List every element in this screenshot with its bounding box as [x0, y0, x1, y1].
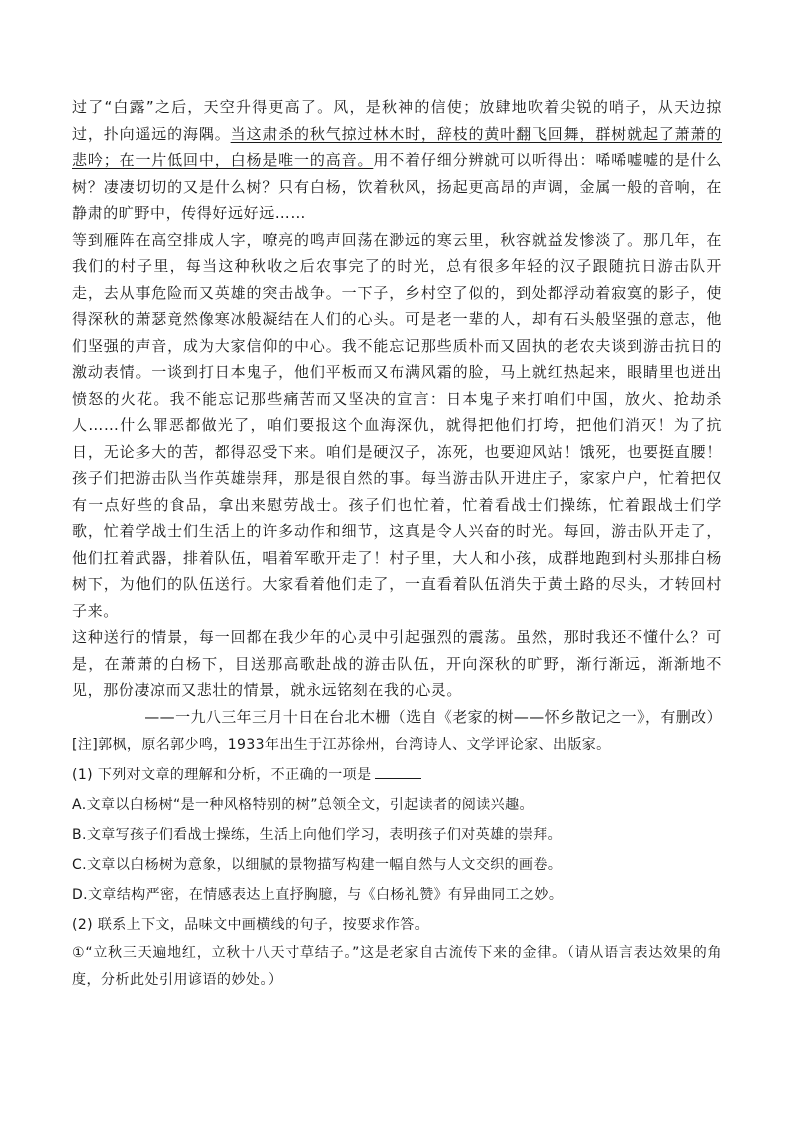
question-2-sub-1: ①“立秋三天遍地红，立秋十八天寸草结子。”这是老家自古流传下来的金律。（请从语言表达效果的角度，分析此处引用谚语的妙处。） [72, 945, 722, 988]
question-1-option-c: C.文章以白杨树为意象，以细腻的景物描写构建一幅自然与人文交织的画卷。 [72, 857, 563, 873]
question-1-option-a: A.文章以白杨树“是一种风格特别的树”总领全文，引起读者的阅读兴趣。 [72, 797, 534, 813]
question-1-stem [72, 760, 722, 790]
article-paragraph-2: 等到雁阵在高空排成人字，嘹亮的鸣声回荡在渺远的寒云里，秋容就益发惨淡了。那几年，在我们的村子里，每当这种秋收之后农事完了的时光，总有很多年轻的汉子跟随抗日游击队开走，去从事危险而又英雄的突击战争。一下子，乡村空了似的，到处都浮动着寂寞的影子，使得深秋的萧瑟竟然像寒冰般凝结在人们的心头。可是老一辈的人，却有石头般坚强的意志，他们坚强的声音，成为大家信仰的中心。我不能忘记那些质朴而又固执的老农夫谈到游击抗日的激动表情。一谈到打日本鬼子，他们平板而又布满风霜的脸，马上就红热起来，眼睛里也迸出愤怒的火花。我不能忘记那些痛苦而又坚决的宣言：日本鬼子来打咱们中国，放火、抢劫杀人……什么罪恶都做光了，咱们要报这个血海深仇，就得把他们打垮，把他们消灭！为了抗日，无论多大的苦，都得忍受下来。咱们是硬汉子，冻死，也要迎风站！饿死，也要挺直腰！孩子们把游击队当作英雄崇拜，那是很自然的事。每当游击队开进庄子，家家户户，忙着把仅有一点好些的食品，拿出来慰劳战士。孩子们也忙着，忙着看战士们操练，忙着跟战士们学歌，忙着学战士们生活上的许多动作和细节，这真是令人兴奋的时光。每回，游击队开走了，他们扛着武器，排着队伍，唱着军歌开走了！村子里，大人和小孩，成群地跑到村头那排白杨树下，为他们的队伍送行。大家看着他们走了，一直看着队伍消失于黄土路的尽头，才转回村子来。 [72, 230, 722, 620]
question-1-text: (1) 下列对文章的理解和分析，不正确的一项是 [72, 767, 372, 783]
author-note: [注]郭枫，原名郭少鸣，1933年出生于江苏徐州，台湾诗人、文学评论家、出版家。 [72, 737, 611, 753]
document-page [72, 94, 722, 994]
article-paragraph-1 [72, 94, 722, 227]
answer-blank[interactable] [375, 764, 421, 779]
question-1-option-d: D.文章结构严密，在情感表达上直抒胸臆，与《白杨礼赞》有异曲同工之妙。 [72, 887, 564, 903]
article-paragraph-3: 这种送行的情景，每一回都在我少年的心灵中引起强烈的震荡。虽然，那时我还不懂什么？可是，在萧萧的白杨下，目送那高歌赴战的游击队伍，开向深秋的旷野，渐行渐远，渐渐地不见，那份凄凉而又悲壮的情景，就永远铭刻在我的心灵。 [72, 628, 722, 699]
question-1-option-b: B.文章写孩子们看战士操练，生活上向他们学习，表明孩子们对英雄的崇拜。 [72, 827, 563, 843]
paragraph-1-text-a: 过了“白露”之后，天空升得更高了。风，是秋神的信使；放肆地吹着尖锐的哨子，从天边掠过，扑向遥远的海隅。 [72, 98, 722, 143]
question-2-stem: (2) 联系上下文，品味文中画横线的句子，按要求作答。 [72, 917, 430, 933]
underlined-sentence: 当这肃杀的秋气掠过林木时，辞枝的黄叶翻飞回舞，群树就起了萧萧的悲吟；在一片低回中，白杨是唯一的高音。 [72, 124, 722, 169]
article-source: ——一九八三年三月十日在台北木栅（选自《老家的树——怀乡散记之一》，有删改） [144, 707, 722, 726]
paragraph-1-text-b: 用不着仔细分辨就可以听得出：唏唏嘘嘘的是什么树？凄凄切切的又是什么树？只有白杨，饮着秋风，扬起更高昂的声调，金属一般的音响，在静肃的旷野中，传得好远好远…… [72, 151, 723, 222]
